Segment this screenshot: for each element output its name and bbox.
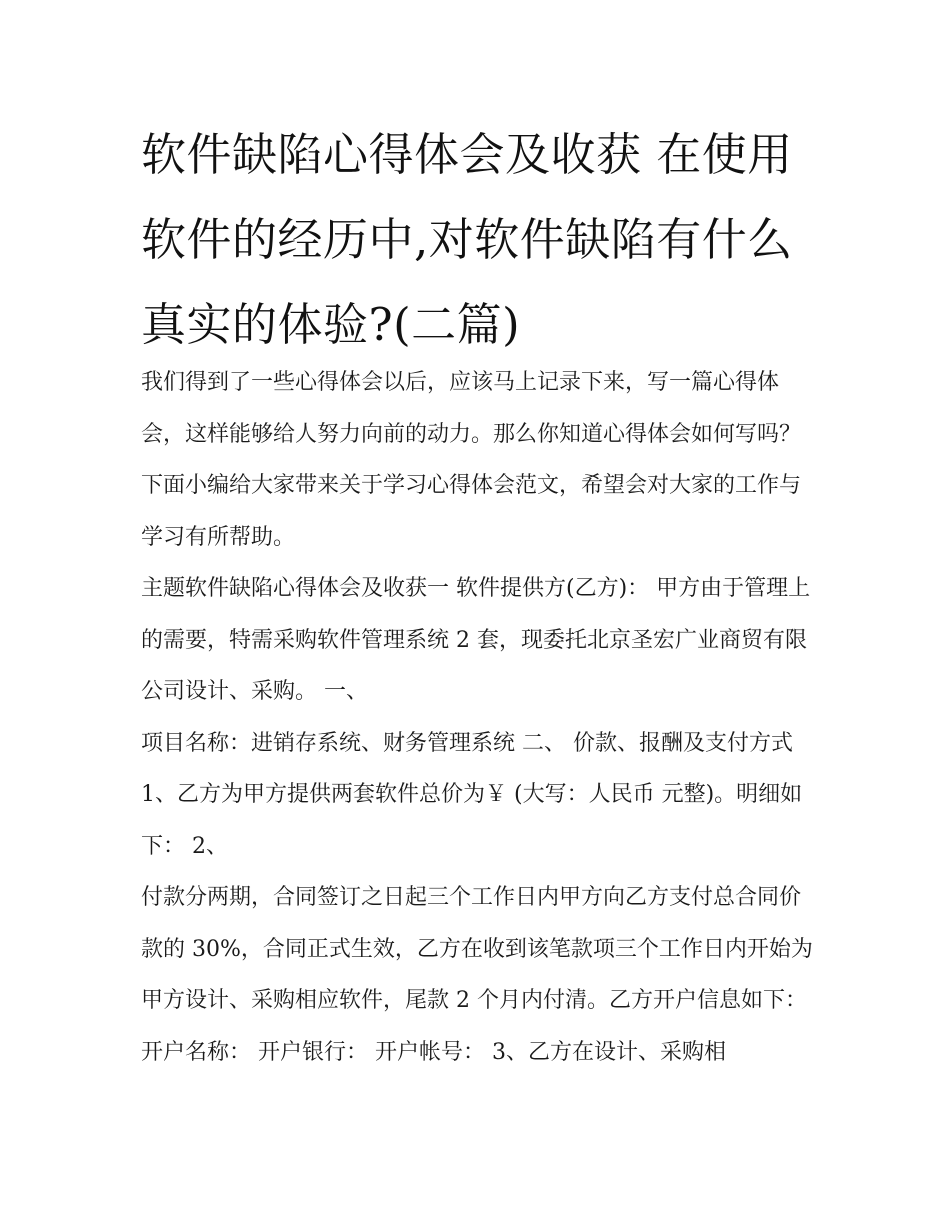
paragraph-installments: 付款分两期，合同签订之日起三个工作日内甲方向乙方支付总合同价款的 30%，合同正式生效，乙方在收到该笔款项三个工作日内开始为甲方设计、采购相应软件，尾款 2 个月内付清。乙方开户信息如下： <box>141 885 813 1013</box>
paragraph-account-info: 开户名称： 开户银行： 开户帐号： 3、乙方在设计、采购相 <box>141 1039 726 1065</box>
document-title: 软件缺陷心得体会及收获 在使用软件的经历中,对软件缺陷有什么真实的体验?(二篇) <box>141 128 793 351</box>
paragraph-project-payment: 项目名称：进销存系统、财务管理系统 二、 价款、报酬及支付方式 1、乙方为甲方提供两套软件总价为￥ (大写：人民币 元整)。明细如下： 2、 <box>141 730 803 859</box>
document-body <box>141 357 821 1078</box>
paragraph-intro: 我们得到了一些心得体会以后，应该马上记录下来，写一篇心得体会，这样能够给人努力向前的动力。那么你知道心得体会如何写吗？下面小编给大家带来关于学习心得体会范文，希望会对大家的工作与学习有所帮助。 <box>141 370 802 550</box>
paragraph-contract-parties: 主题软件缺陷心得体会及收获一 软件提供方(乙方)： 甲方由于管理上的需要，特需采购软件管理系统 2 套，现委托北京圣宏广业商贸有限公司设计、采购。 一、 <box>141 576 811 704</box>
